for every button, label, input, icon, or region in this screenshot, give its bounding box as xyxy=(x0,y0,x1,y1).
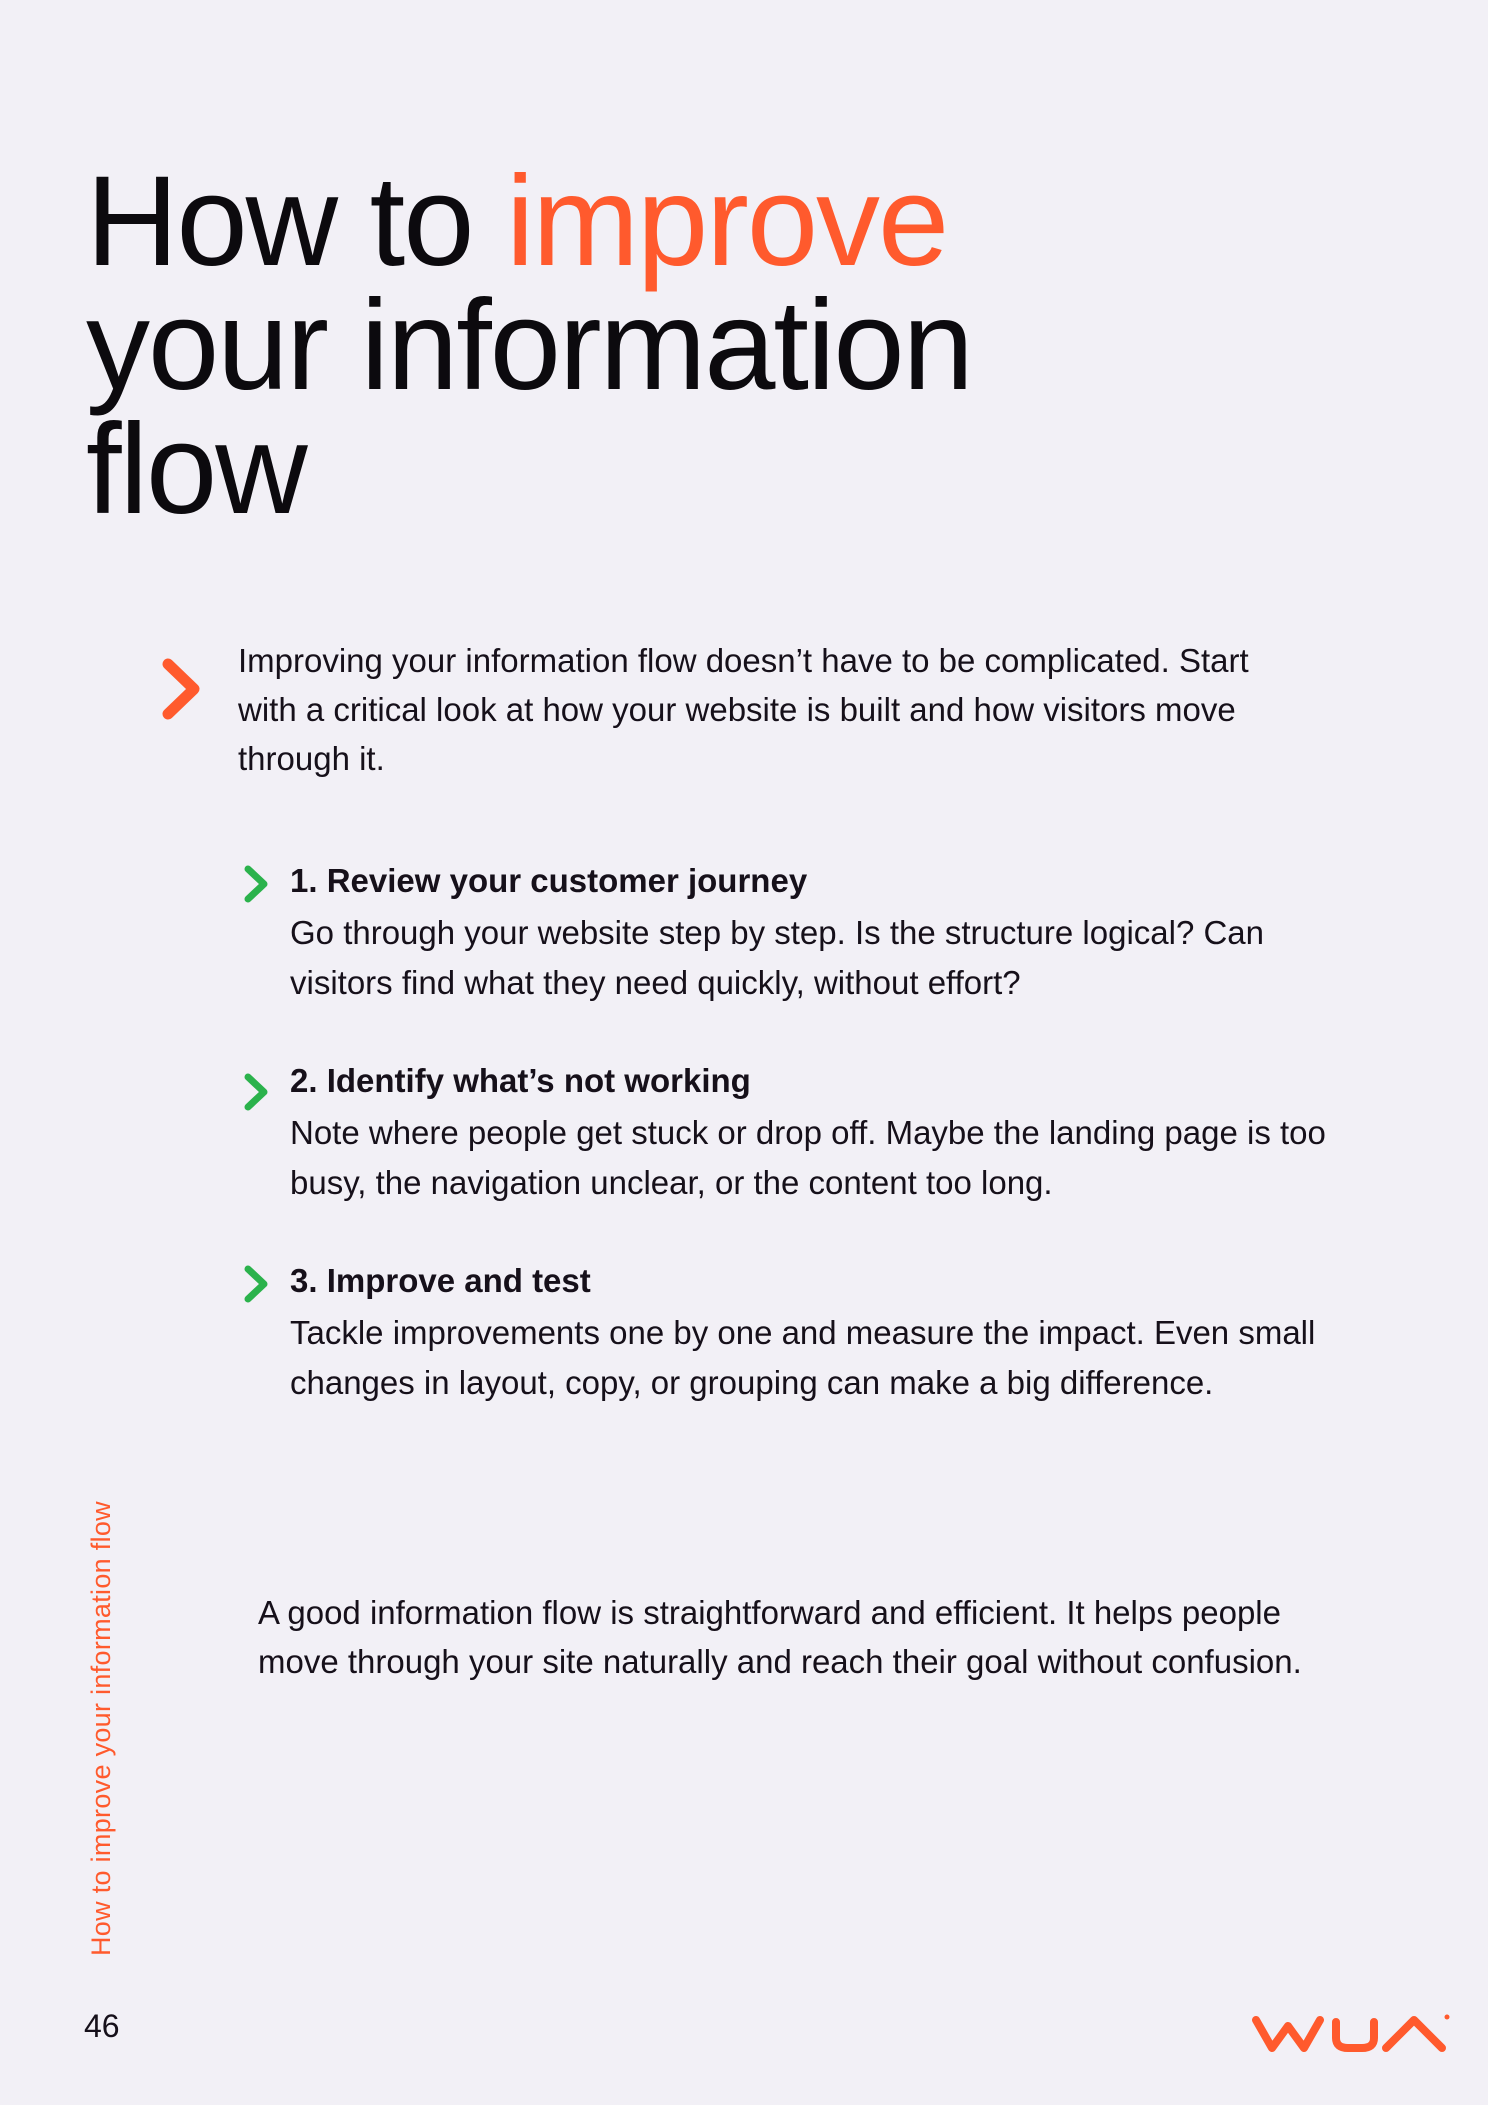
step-body: Note where people get stuck or drop off. Maybe the landing page is too busy, the navigation unclear, or the content too long. xyxy=(290,1114,1326,1201)
step-title: 1. Review your customer journey xyxy=(290,862,808,899)
step-title: 2. Identify what’s not working xyxy=(290,1062,751,1099)
step-item xyxy=(242,1056,1342,1208)
chevron-right-icon xyxy=(160,658,204,720)
step-title: 3. Improve and test xyxy=(290,1262,591,1299)
steps-list xyxy=(242,856,1342,1456)
title-highlight: improve xyxy=(505,150,948,293)
chevron-right-icon xyxy=(242,864,272,904)
wua-logo-icon xyxy=(1250,2012,1450,2056)
intro-text: Improving your information flow doesn’t have to be complicated. Start with a critical look at how your website is built and how visitors move through it. xyxy=(238,642,1249,777)
step-item xyxy=(242,1256,1342,1408)
title-part-2: your information xyxy=(86,274,972,417)
intro-block xyxy=(160,636,1310,783)
chevron-right-icon xyxy=(242,1264,272,1304)
step-body: Go through your website step by step. Is the structure logical? Can visitors find what they need quickly, without effort? xyxy=(290,914,1265,1001)
step-item xyxy=(242,856,1342,1008)
title-part-3: flow xyxy=(86,398,306,541)
chevron-right-icon xyxy=(242,1072,272,1112)
closing-paragraph: A good information flow is straightforward and efficient. It helps people move through your site naturally and reach their goal without confusion. xyxy=(258,1594,1302,1680)
step-body: Tackle improvements one by one and measure the impact. Even small changes in layout, copy, or grouping can make a big difference. xyxy=(290,1314,1316,1401)
title-part-1: How to xyxy=(86,150,506,293)
section-side-label: How to improve your information flow xyxy=(86,1501,116,1956)
page-title xyxy=(86,150,972,541)
page-number: 46 xyxy=(84,2008,120,2044)
